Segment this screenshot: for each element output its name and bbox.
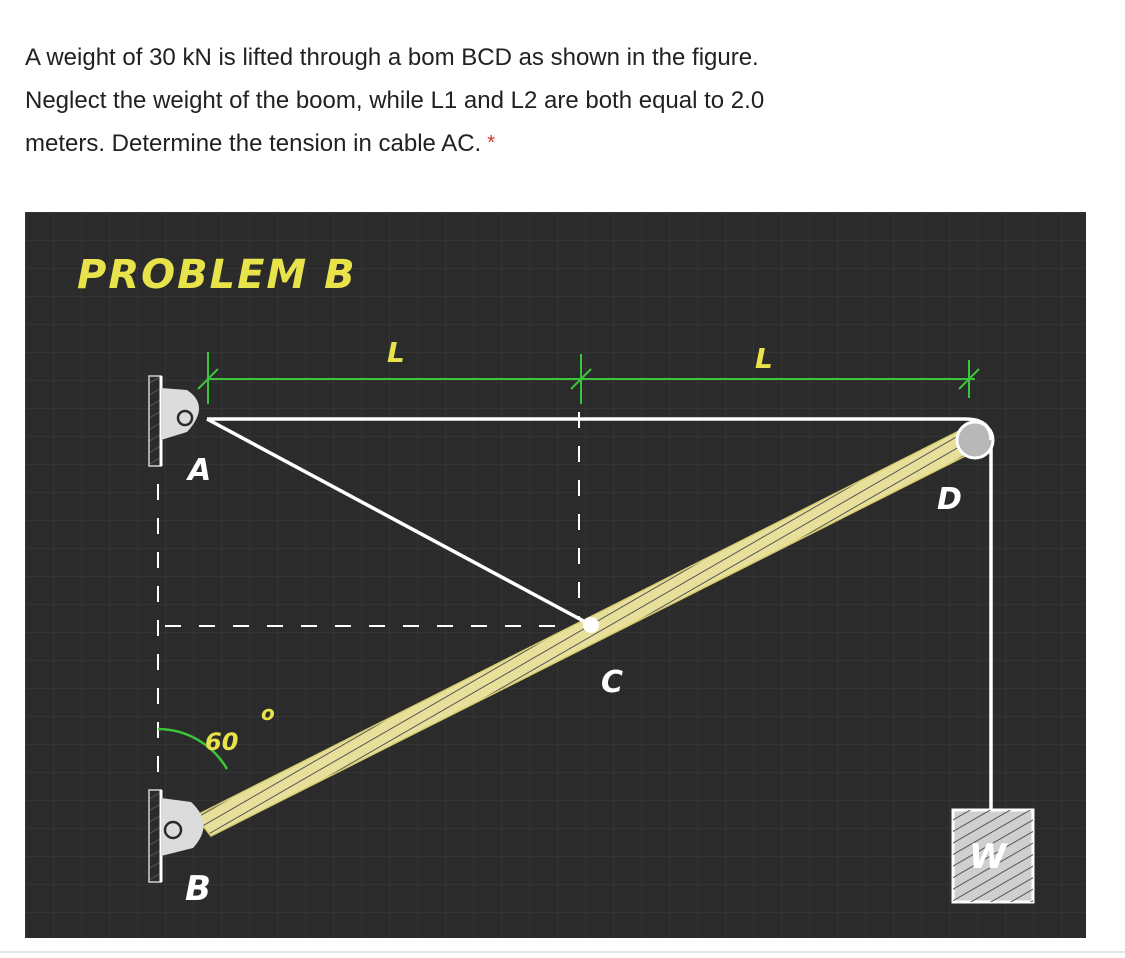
label-c: C bbox=[601, 665, 624, 700]
figure-canvas bbox=[25, 212, 1086, 938]
question-line-2: Neglect the weight of the boom, while L1 and L2 are both equal to 2.0 bbox=[25, 87, 765, 114]
weight-label: W bbox=[969, 837, 1007, 877]
dimension-label-left: L bbox=[387, 336, 405, 369]
degree-symbol: o bbox=[261, 701, 275, 725]
joint-c bbox=[583, 617, 599, 633]
angle-label: 60 bbox=[205, 728, 239, 756]
problem-figure bbox=[25, 212, 1086, 938]
figure-title: PROBLEM B bbox=[77, 252, 357, 298]
label-a: A bbox=[188, 453, 212, 488]
question-line-1: A weight of 30 kN is lifted through a bom BCD as shown in the figure. bbox=[25, 44, 759, 71]
required-marker: * bbox=[487, 132, 496, 154]
question-line-3-text: meters. Determine the tension in cable AC. bbox=[25, 130, 482, 157]
question-text bbox=[25, 36, 1095, 165]
label-d: D bbox=[937, 482, 962, 517]
label-b: B bbox=[185, 869, 211, 909]
dimension-label-right: L bbox=[755, 342, 773, 375]
bottom-divider bbox=[0, 951, 1125, 953]
question-line-3 bbox=[25, 122, 1095, 165]
